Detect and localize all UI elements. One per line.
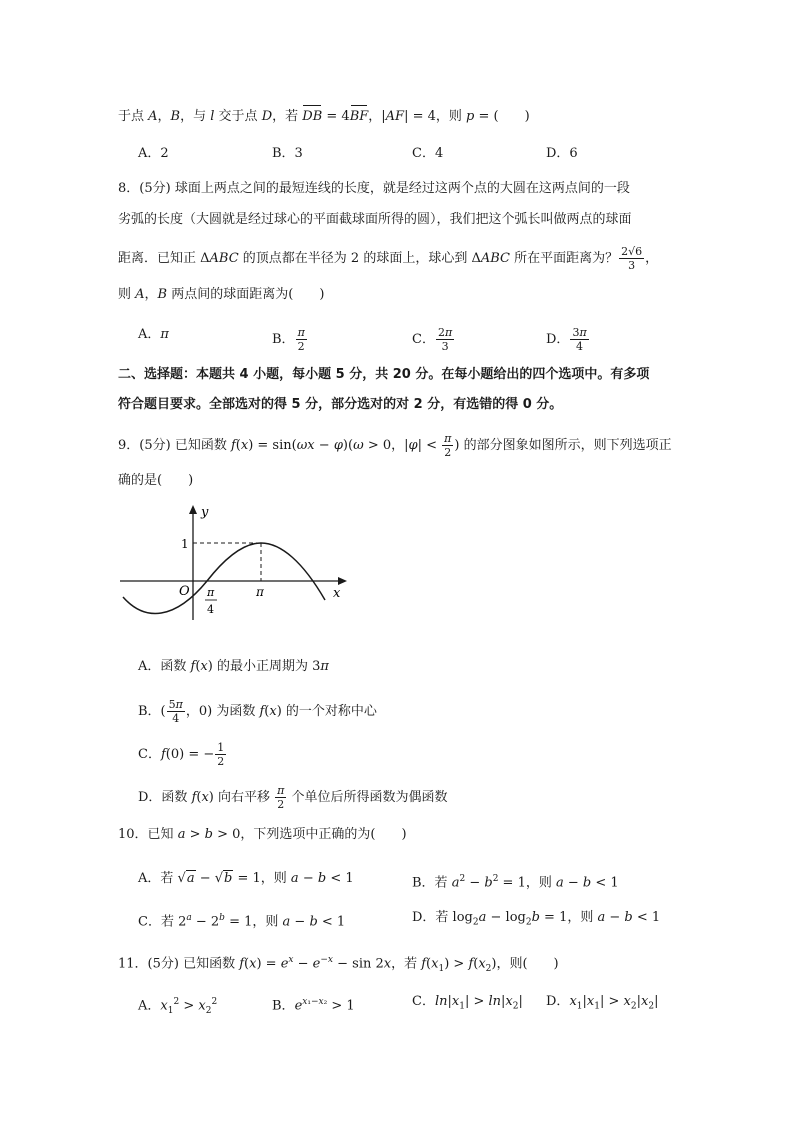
q7-option-d: D．6 (546, 146, 578, 161)
x-axis-arrow-icon (338, 577, 347, 585)
q9-option-b: B．( $\frac{5\pi}{4}$ ，0) 为函数 f(x) 的一个对称中心 (138, 698, 377, 725)
x-tick-pi: π (256, 585, 264, 599)
y-axis-arrow-icon (189, 505, 197, 514)
q7-option-c: C．4 (412, 146, 444, 161)
q8-line-4: 则 A，B 两点间的球面距离为( ) (118, 287, 325, 302)
q11-option-b: B．$e^{x_1-x_2} > 1$ (272, 997, 355, 1014)
x-tick-pi-over-4-num: π (207, 586, 215, 599)
q9-option-d: D．函数 f(x) 向右平移 $\frac{\pi}{2}$ 个单位后所得函数为偶函数 (138, 784, 448, 811)
x-label: x (333, 586, 341, 601)
q8-option-a: A．π (138, 327, 169, 342)
q9-line-2: 确的是( ) (118, 473, 194, 488)
q9-option-c: C．f(0) = − $\frac{1}{2}$ (138, 741, 225, 768)
sine-curve (123, 543, 325, 613)
q7-option-a: A．2 (138, 146, 169, 161)
q11-option-a: A．$x_1^2 > x_2^2$ (138, 997, 218, 1016)
q10-option-c: C．若 $2^a - 2^b = 1$，则 a − b < 1 (138, 913, 346, 930)
q8-option-b: B． $\frac{\pi}{2}$ (272, 326, 305, 353)
y-tick-one: 1 (181, 537, 189, 551)
q9-line-1: 9．(5分) 已知函数 f(x) = sin(ωx − φ)(ω > 0，|φ| < $\frac{\pi}{2}$ ) 的部分图象如图所示，则下列选项正 (118, 432, 672, 459)
q10-option-b: B．若 $a^2 - b^2 = 1$，则 a − b < 1 (412, 874, 619, 891)
y-label: y (201, 505, 209, 520)
q11-option-c: C．$\ln|x_1| > \ln|x_2|$ (412, 994, 523, 1012)
q9-function-graph (115, 500, 355, 625)
section-2-heading-1: 二、选择题：本题共 4 小题，每小题 5 分，共 20 分。在每小题给出的四个选项中。有多项 (118, 367, 650, 382)
q10-line-1: 10．已知 a > b > 0，下列选项中正确的为( ) (118, 827, 407, 842)
q11-line-1: 11．(5分) 已知函数 $f(x) = e^x - e^{-x} - \sin 2x$，若 $f(x_1) > f(x_2)$，则( ) (118, 955, 559, 974)
q7-line-1: 于点 A，B，与 l 交于点 D，若 DB = 4BF，|AF| = 4，则 p = ( ) (118, 109, 530, 124)
q7-option-b: B．3 (272, 146, 303, 161)
q8-option-c: C． $\frac{2\pi}{3}$ (412, 326, 453, 353)
q10-option-a: A．若 √a − √b = 1，则 a − b < 1 (138, 871, 354, 886)
q11-option-d: D．$x_1|x_1| > x_2|x_2|$ (546, 994, 659, 1012)
origin-label: O (179, 584, 190, 599)
x-tick-pi-over-4-den: 4 (207, 603, 214, 616)
q8-line-1: 8．(5分) 球面上两点之间的最短连线的长度，就是经过这两个点的大圆在这两点间的一段 (118, 181, 630, 196)
q10-option-d: D．若 $\log_2a - \log_2b = 1$，则 a − b < 1 (412, 910, 661, 928)
section-2-heading-2: 符合题目要求。全部选对的得 5 分，部分选对的对 2 分，有选错的得 0 分。 (118, 397, 563, 412)
q8-line-3: 距离．已知正 ΔABC 的顶点都在半径为 2 的球面上，球心到 ΔABC 所在平面距离为？ $\frac{2√6}{3}$ ， (118, 245, 659, 272)
q9-option-a: A．函数 f(x) 的最小正周期为 3π (138, 659, 329, 674)
q8-line-2: 劣弧的长度（大圆就是经过球心的平面截球面所得的圆），我们把这个弧长叫做两点的球面 (118, 212, 632, 227)
q8-option-d: D． $\frac{3\pi}{4}$ (546, 326, 587, 353)
